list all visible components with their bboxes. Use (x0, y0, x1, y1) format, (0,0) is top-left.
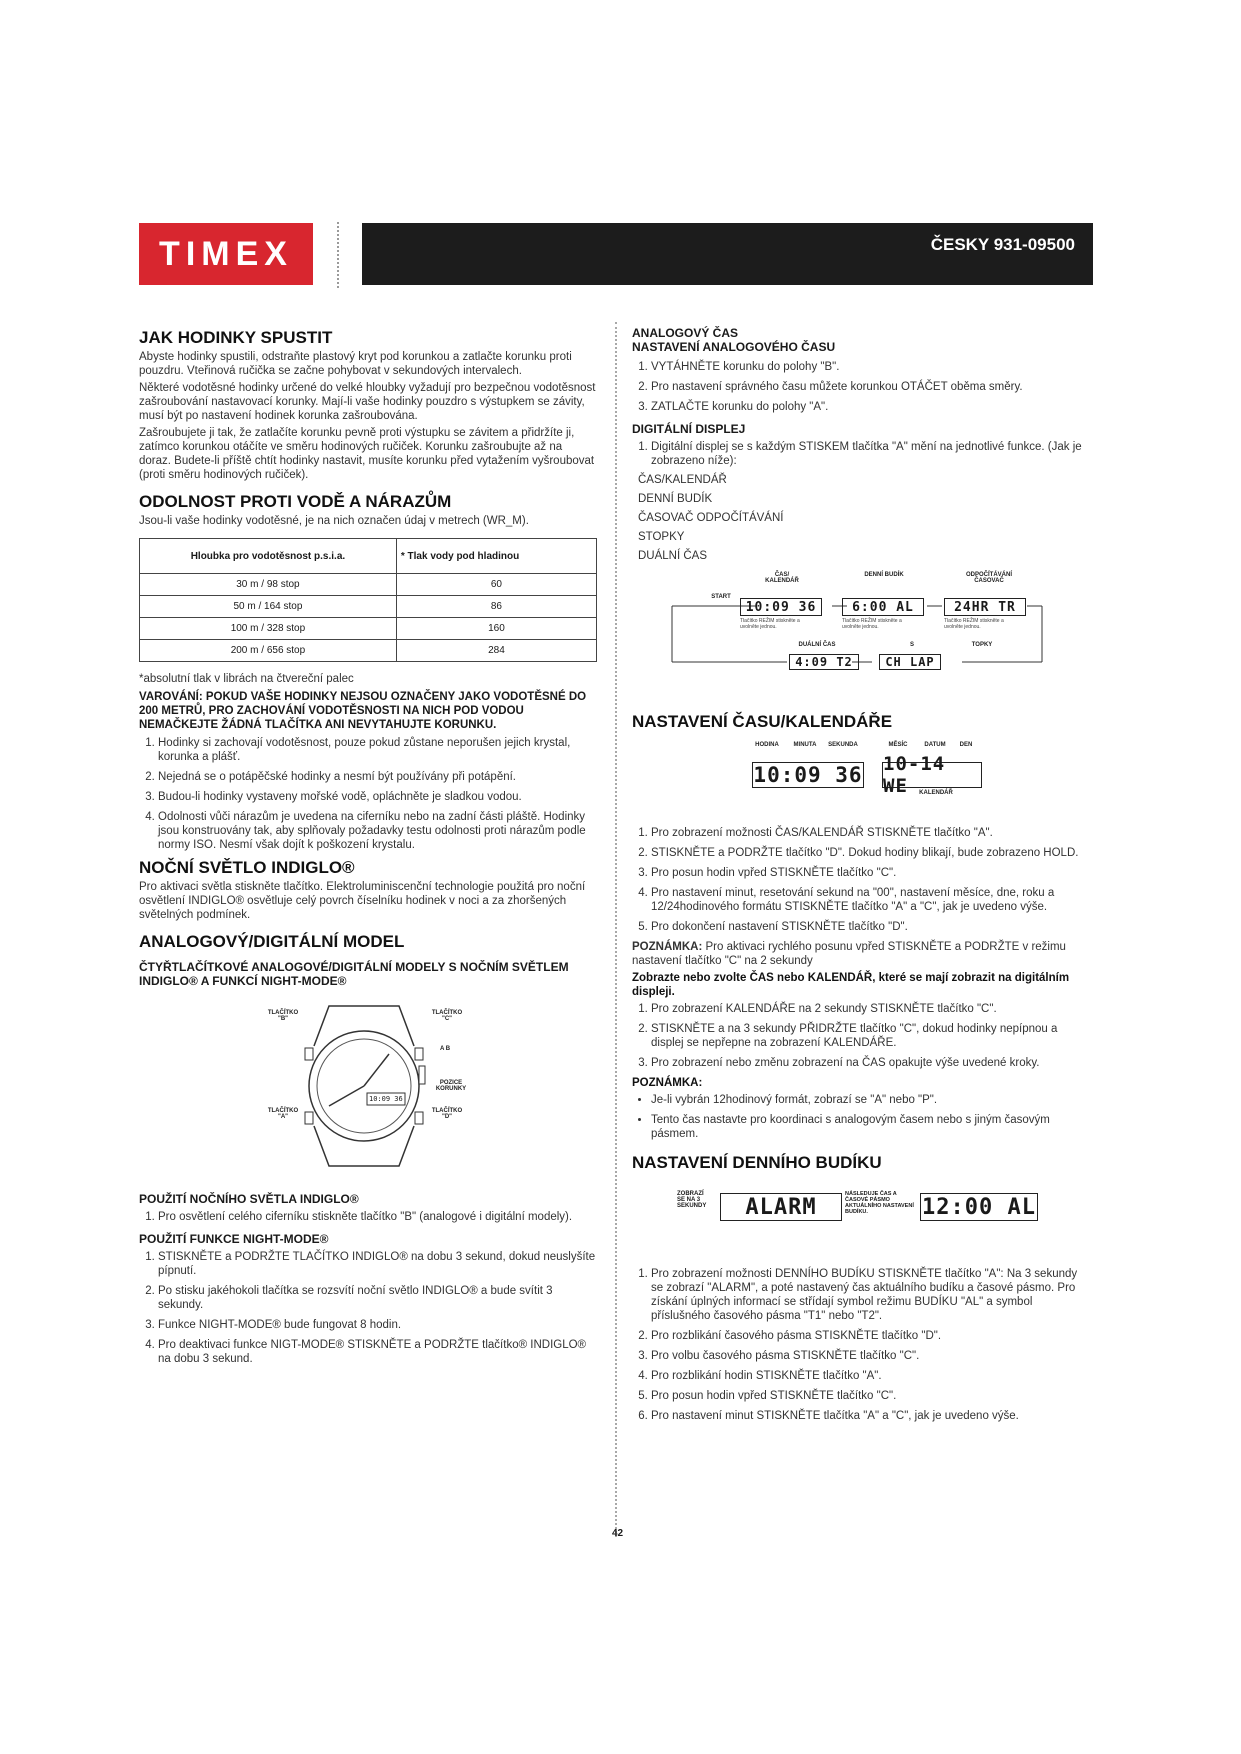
flow-start: START (711, 594, 731, 600)
list-item: 2. STISKNĚTE a PODRŽTE tlačítko "D". Dokud hodiny blikají, bude zobrazeno HOLD. (651, 846, 1092, 860)
list-item: 4. Odolnosti vůči nárazům je uvedena na ciferníku nebo na zadní části pláště. Hodinky jsou konstruovány tak, aby splňovaly požadavky testu odolnosti proti nárazům podle normy ISO. Nesmí však dojít k poškození krystalu. (158, 810, 597, 852)
bold-question: Zobrazte nebo zvolte ČAS nebo KALENDÁŘ, které se mají zobrazit na digitálním displeji. (632, 972, 1070, 998)
table-row (140, 574, 597, 596)
mode-list (638, 474, 1092, 562)
heading-indiglo: NOČNÍ SVĚTLO INDIGLO® (139, 858, 355, 877)
flow-label-timer: ODPOČÍTÁVÁNÍ ČASOVAČ (965, 572, 1012, 584)
list-item: 3. Pro zobrazení nebo změnu zobrazení na ČAS opakujte výše uvedené kroky. (651, 1056, 1092, 1070)
calendar-label: KALENDÁŘ (919, 790, 953, 796)
watch-diagram (139, 996, 597, 1176)
water-resistance-table (139, 538, 597, 662)
list-item: 1. Hodinky si zachovají vodotěsnost, pouze pokud zůstane neporušen jejich krystal, korunka a plášť. (158, 736, 597, 764)
table-cell: 86 (396, 596, 596, 618)
list-item: 2. Pro nastavení správného času můžete korunkou OTÁČET oběma směry. (651, 380, 1092, 394)
flow-note: Tlačítko REŽIM stiskněte a uvolněte jednou. (740, 618, 800, 630)
flow-display-stopwatch: CH LAP (879, 654, 941, 670)
list-item: 1. Pro osvětlení celého ciferníku stiskněte tlačítko "B" (analogové i digitální modely). (158, 1210, 597, 1224)
night-list (139, 1250, 597, 1366)
heading-time: NASTAVENÍ ČASU/KALENDÁŘE (632, 712, 893, 731)
list-item: 5. Pro dokončení nastavení STISKNĚTE tlačítko "D". (651, 920, 1092, 934)
paragraph: Jsou-li vaše hodinky vodotěsné, je na nich označen údaj v metrech (WR_M). (139, 515, 529, 527)
table-header: Hloubka pro vodotěsnost p.s.i.a. (140, 539, 397, 574)
timex-logo: TIMEX (139, 223, 313, 285)
note-text: Pro aktivaci rychlého posunu vpřed STISKNĚTE a PODRŽTE v režimu nastavení tlačítko "C" na 2 sekundy (632, 941, 1066, 967)
list-item: 2. Pro rozblikání časového pásma STISKNĚTE tlačítko "D". (651, 1329, 1092, 1343)
mode-item: ČASOVAČ ODPOČÍTÁVÁNÍ (638, 512, 784, 524)
list-item: 3. Funkce NIGHT-MODE® bude fungovat 8 hodin. (158, 1318, 597, 1332)
footnote: *absolutní tlak v librách na čtvereční palec (139, 673, 354, 685)
heading-night-mode: POUŽITÍ FUNKCE NIGHT-MODE® (139, 1232, 329, 1246)
subheading-model: ČTYŘTLAČÍTKOVÉ ANALOGOVÉ/DIGITÁLNÍ MODELY S NOČNÍM SVĚTLEM INDIGLO® A FUNKCÍ NIGHT-MODE® (139, 960, 569, 988)
mode-flow-diagram (632, 572, 1092, 682)
label-ab: A B (439, 1046, 451, 1052)
paragraph: Pro aktivaci světla stiskněte tlačítko. Elektroluminiscenční technologie použitá pro noční osvětlení INDIGLO® osvětluje celý povrch číselníku hodinek v noci a za zhoršených světelných podmínek. (139, 881, 586, 921)
flow-label-topky: TOPKY (971, 642, 993, 648)
list-item: 1. STISKNĚTE a PODRŽTE TLAČÍTKO INDIGLO® na dobu 3 sekund, dokud neuslyšíte pípnutí. (158, 1250, 597, 1278)
alarm-diagram (632, 1187, 1092, 1239)
time-diagram (632, 742, 1092, 812)
label-minute: MINUTA (793, 742, 817, 748)
paragraph: Zašroubujete ji tak, že zatlačíte korunku pevně proti výstupku se závitem a přidržíte ji, zatímco korunkou otáčíte ve směru hodinových ručiček. Korunku zašroubujte až na doraz. Budete-li příště chtít hodinky nastavit, musíte korunku před vytažením vyšroubovat (proti směru hodinových ručiček). (139, 427, 595, 481)
alarm-left-note: ZOBRAZÍ SE NA 3 SEKUNDY (677, 1191, 707, 1209)
table-header: * Tlak vody pod hladinou (396, 539, 596, 574)
note-bullets (632, 1093, 1092, 1141)
list-item: 1. VYTÁHNĚTE korunku do polohy "B". (651, 360, 1092, 374)
label-button-a: TLAČÍTKO "A" (267, 1108, 299, 1120)
flow-note: Tlačítko REŽIM stiskněte a uvolněte jednou. (842, 618, 902, 630)
heading-digital: DIGITÁLNÍ DISPLEJ (632, 422, 746, 436)
list-item: • Je-li vybrán 12hodinový formát, zobrazí se "A" nebo "P". (651, 1093, 1092, 1107)
list-item: • Tento čas nastavte pro koordinaci s analogovým časem nebo s jiným časovým pásmem. (651, 1113, 1092, 1141)
heading-model: ANALOGOVÝ/DIGITÁLNÍ MODEL (139, 932, 405, 951)
use-indiglo-list (139, 1210, 597, 1224)
list-item: 3. ZATLAČTE korunku do polohy "A". (651, 400, 1092, 414)
warning: VAROVÁNÍ: POKUD VAŠE HODINKY NEJSOU OZNAČENY JAKO VODOTĚSNÉ DO 200 METRŮ, PRO ZACHOVÁNÍ VODOTĚSNOSTI NA NICH POD VODOU NEMAČKEJTE ŽÁDNÁ TLAČÍTKA ANI NEVYTAHUJTE KORUNKU. (139, 691, 587, 731)
list-item: 1. Pro zobrazení KALENDÁŘE na 2 sekundy STISKNĚTE tlačítko "C". (651, 1002, 1092, 1016)
label-second: SEKUNDA (828, 742, 858, 748)
list-item: 1. Pro zobrazení možnosti ČAS/KALENDÁŘ STISKNĚTE tlačítko "A". (651, 826, 1092, 840)
list-item: 6. Pro nastavení minut STISKNĚTE tlačítka "A" a "C", jak je uvedeno výše. (651, 1409, 1092, 1423)
flow-display-timer: 24HR TR (944, 598, 1026, 616)
flow-label-alarm: DENNÍ BUDÍK (864, 572, 904, 578)
alarm-display: ALARM (720, 1193, 842, 1221)
time-display: 10:09 36 (753, 763, 863, 787)
list-item: 4. Pro nastavení minut, resetování sekund na "00", nastavení měsíce, dne, roku a 12/24hodinového formátu STISKNĚTE tlačítko "A" a "C", jak je uvedeno výše. (651, 886, 1092, 914)
table-cell: 60 (396, 574, 596, 596)
table-row (140, 596, 597, 618)
label-crown: POZICE KORUNKY (435, 1080, 467, 1092)
mode-item: STOPKY (638, 531, 685, 543)
note-label-2: POZNÁMKA: (632, 1077, 703, 1089)
list-item: 4. Pro rozblikání hodin STISKNĚTE tlačítko "A". (651, 1369, 1092, 1383)
list-item: 4. Pro deaktivaci funkce NIGT-MODE® STISKNĚTE a PODRŽTE tlačítko® INDIGLO® na dobu 3 sekund. (158, 1338, 597, 1366)
column-divider (615, 322, 617, 1537)
flow-display-time: 10:09 36 (740, 598, 822, 616)
list-item: 3. Pro posun hodin vpřed STISKNĚTE tlačítko "C". (651, 866, 1092, 880)
time-list (632, 826, 1092, 934)
label-button-b: TLAČÍTKO "B" (267, 1010, 299, 1022)
list-item: 5. Pro posun hodin vpřed STISKNĚTE tlačítko "C". (651, 1389, 1092, 1403)
label-button-d: TLAČÍTKO "D" (431, 1108, 463, 1120)
heading-analog: ANALOGOVÝ ČAS (632, 326, 739, 340)
label-button-c: TLAČÍTKO "C" (431, 1010, 463, 1022)
flow-note: Tlačítko REŽIM stiskněte a uvolněte jednou. (944, 618, 1004, 630)
analog-list (632, 360, 1092, 414)
list-item: 2. Nejedná se o potápěčské hodinky a nesmí být používány při potápění. (158, 770, 597, 784)
calendar-display: 10-14 WE (882, 762, 982, 788)
list-item: 2. STISKNĚTE a na 3 sekundy PŘIDRŽTE tlačítko "C", dokud hodinky nepípnou a displej se nepřepne na zobrazení KALENDÁŘE. (651, 1022, 1092, 1050)
flow-display-dual: 4:09 T2 (789, 654, 859, 670)
watch-lcd: 10:09 36 (369, 1095, 403, 1103)
table-row (140, 640, 597, 662)
page-number: 42 (612, 1528, 624, 1539)
note (632, 940, 1092, 968)
label-day: DEN (959, 742, 973, 748)
list-item: 1. Pro zobrazení možnosti DENNÍHO BUDÍKU STISKNĚTE tlačítko "A": Na 3 sekundy se zobrazí "ALARM", a poté nastavený čas aktuálního budíku a časové pásmo. Pro získání úplných informací se střídají symbol režimu BUDÍKU "AL" a symbol příslušného časového pásma "T1" nebo "T2". (651, 1267, 1092, 1323)
calendar-list (632, 1002, 1092, 1070)
mode-item: ČAS/KALENDÁŘ (638, 474, 727, 486)
digital-list (632, 440, 1092, 468)
table-cell: 160 (396, 618, 596, 640)
alarm-mid-note: NÁSLEDUJE ČAS A ČASOVÉ PÁSMO AKTUÁLNÍHO NASTAVENÍ BUDÍKU. (845, 1191, 914, 1215)
label-hour: HODINA (755, 742, 779, 748)
table-cell: 30 m / 98 stop (140, 574, 397, 596)
flow-label-s: S (909, 642, 914, 648)
heading-use-indiglo: POUŽITÍ NOČNÍHO SVĚTLA INDIGLO® (139, 1192, 359, 1206)
label-date: DATUM (924, 742, 946, 748)
heading-alarm: NASTAVENÍ DENNÍHO BUDÍKU (632, 1153, 882, 1172)
list-item: 3. Budou-li hodinky vystaveny mořské vodě, opláchněte je sladkou vodou. (158, 790, 597, 804)
right-column (632, 322, 1092, 1429)
alarm-list (632, 1267, 1092, 1423)
flow-label-time: ČAS/ KALENDÁŘ (765, 572, 799, 584)
label-month: MĚSÍC (888, 742, 908, 748)
flow-label-dual: DUÁLNÍ ČAS (798, 642, 836, 648)
flow-display-alarm: 6:00 AL (842, 598, 924, 616)
paragraph: Některé vodotěsné hodinky určené do velké hloubky vyžadují pro bezpečnou vodotěsnost zašroubování nastavovací korunky. Mají-li vaše hodinky pouzdro s výstupkem se závity, musí být po nastavení hodinek korunka zašroubována. (139, 382, 596, 422)
alarm-time-display: 12:00 AL (920, 1193, 1038, 1221)
list-item: 1. Digitální displej se s každým STISKEM tlačítka "A" mění na jednotlivé funkce. (Jak je zobrazeno níže): (651, 440, 1092, 468)
table-cell: 284 (396, 640, 596, 662)
header-divider (337, 222, 339, 288)
table-row (140, 618, 597, 640)
water-list (139, 736, 597, 852)
watch-illustration (139, 996, 597, 1176)
note-label: POZNÁMKA: (632, 941, 703, 953)
paragraph: Abyste hodinky spustili, odstraňte plastový kryt pod korunkou a zatlačte korunku proti pouzdru. Vteřinová ručička se začne pohybovat v sekundových intervalech. (139, 351, 572, 377)
list-item: 2. Po stisku jakéhokoli tlačítka se rozsvítí noční světlo INDIGLO® a bude svítit 3 sekundy. (158, 1284, 597, 1312)
table-cell: 100 m / 328 stop (140, 618, 397, 640)
heading-water: ODOLNOST PROTI VODĚ A NÁRAZŮM (139, 492, 452, 511)
mode-item: DUÁLNÍ ČAS (638, 550, 708, 562)
list-item: 3. Pro volbu časového pásma STISKNĚTE tlačítko "C". (651, 1349, 1092, 1363)
table-cell: 200 m / 656 stop (140, 640, 397, 662)
left-column (139, 322, 597, 1372)
subheading-analog: NASTAVENÍ ANALOGOVÉHO ČASU (632, 340, 836, 354)
mode-item: DENNÍ BUDÍK (638, 493, 713, 505)
section-title: ČESKY 931-09500 (930, 235, 1075, 254)
table-cell: 50 m / 164 stop (140, 596, 397, 618)
header-bar (362, 223, 1093, 285)
heading-start: JAK HODINKY SPUSTIT (139, 328, 333, 347)
